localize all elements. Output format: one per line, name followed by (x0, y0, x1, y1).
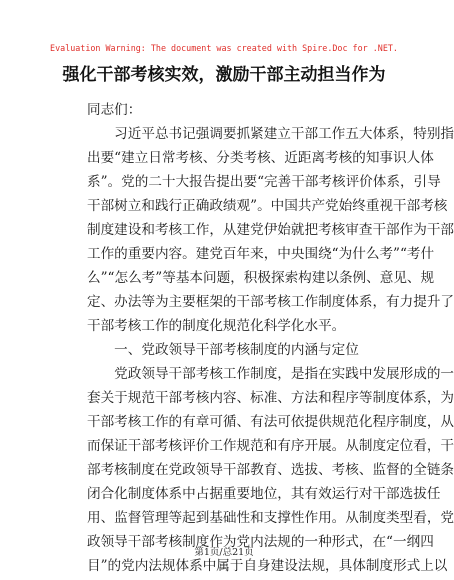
body-line: 定、办法等为主要框架的干部考核工作制度体系，有力提升了 (87, 294, 454, 310)
body-line: 套关于规范干部考核内容、标准、方法和程序等制度体系，为 (87, 390, 454, 406)
body-line: 习近平总书记强调要抓紧建立干部工作五大体系，特别指 (87, 126, 454, 142)
body-line: 目”的党内法规体系中属于自身建设法规，具体制度形式上以 (87, 558, 448, 574)
body-line: 出要“建立日常考核、分类考核、近距离考核的知事识人体 (87, 150, 434, 166)
body-line: 政领导干部考核制度作为党内法规的一种形式，在“一纲四 (87, 534, 434, 550)
body-line: 党政领导干部考核工作制度，是指在实践中发展形成的一 (87, 366, 454, 382)
salutation: 同志们： (87, 102, 142, 118)
body-line: 干部考核工作的有章可循、有法可依提供规范化程序制度，从 (87, 414, 454, 430)
body-line: 闭合化制度体系中占据重要地位，其有效运行对干部选拔任 (87, 486, 441, 502)
body-line: 用、监督管理等起到基础性和支撑性作用。从制度类型看，党 (87, 510, 454, 526)
body-line: 干部考核工作的制度化规范化科学化水平。 (87, 318, 346, 334)
body-line: 系”。党的二十大报告提出要“完善干部考核评价体系，引导 (87, 174, 441, 190)
body-line: 干部树立和践行正确政绩观”。中国共产党始终重视干部考核 (87, 198, 448, 214)
body-line: 部考核制度在党政领导干部教育、选拔、考核、监督的全链条 (87, 462, 454, 478)
body-line: 而保证干部考核评价工作规范和有序开展。从制度定位看，干 (87, 438, 454, 454)
body-line: 工作的重要内容。建党百年来，中央围绕“为什么考”“考什 (87, 246, 435, 262)
evaluation-warning: Evaluation Warning: The document was created with Spire.Doc for .NET. (50, 43, 398, 53)
document-body (87, 98, 454, 578)
document-title: 强化干部考核实效，激励干部主动担当作为 (62, 65, 386, 85)
body-line: 么”“怎么考”等基本问题，积极探索构建以条例、意见、规 (87, 270, 435, 286)
section-heading: 一、党政领导干部考核制度的内涵与定位 (87, 342, 359, 358)
body-line: 制度建设和考核工作，从建党伊始就把考核审查干部作为干部 (87, 222, 454, 238)
page-number: 第1页/总21页 (194, 547, 254, 558)
